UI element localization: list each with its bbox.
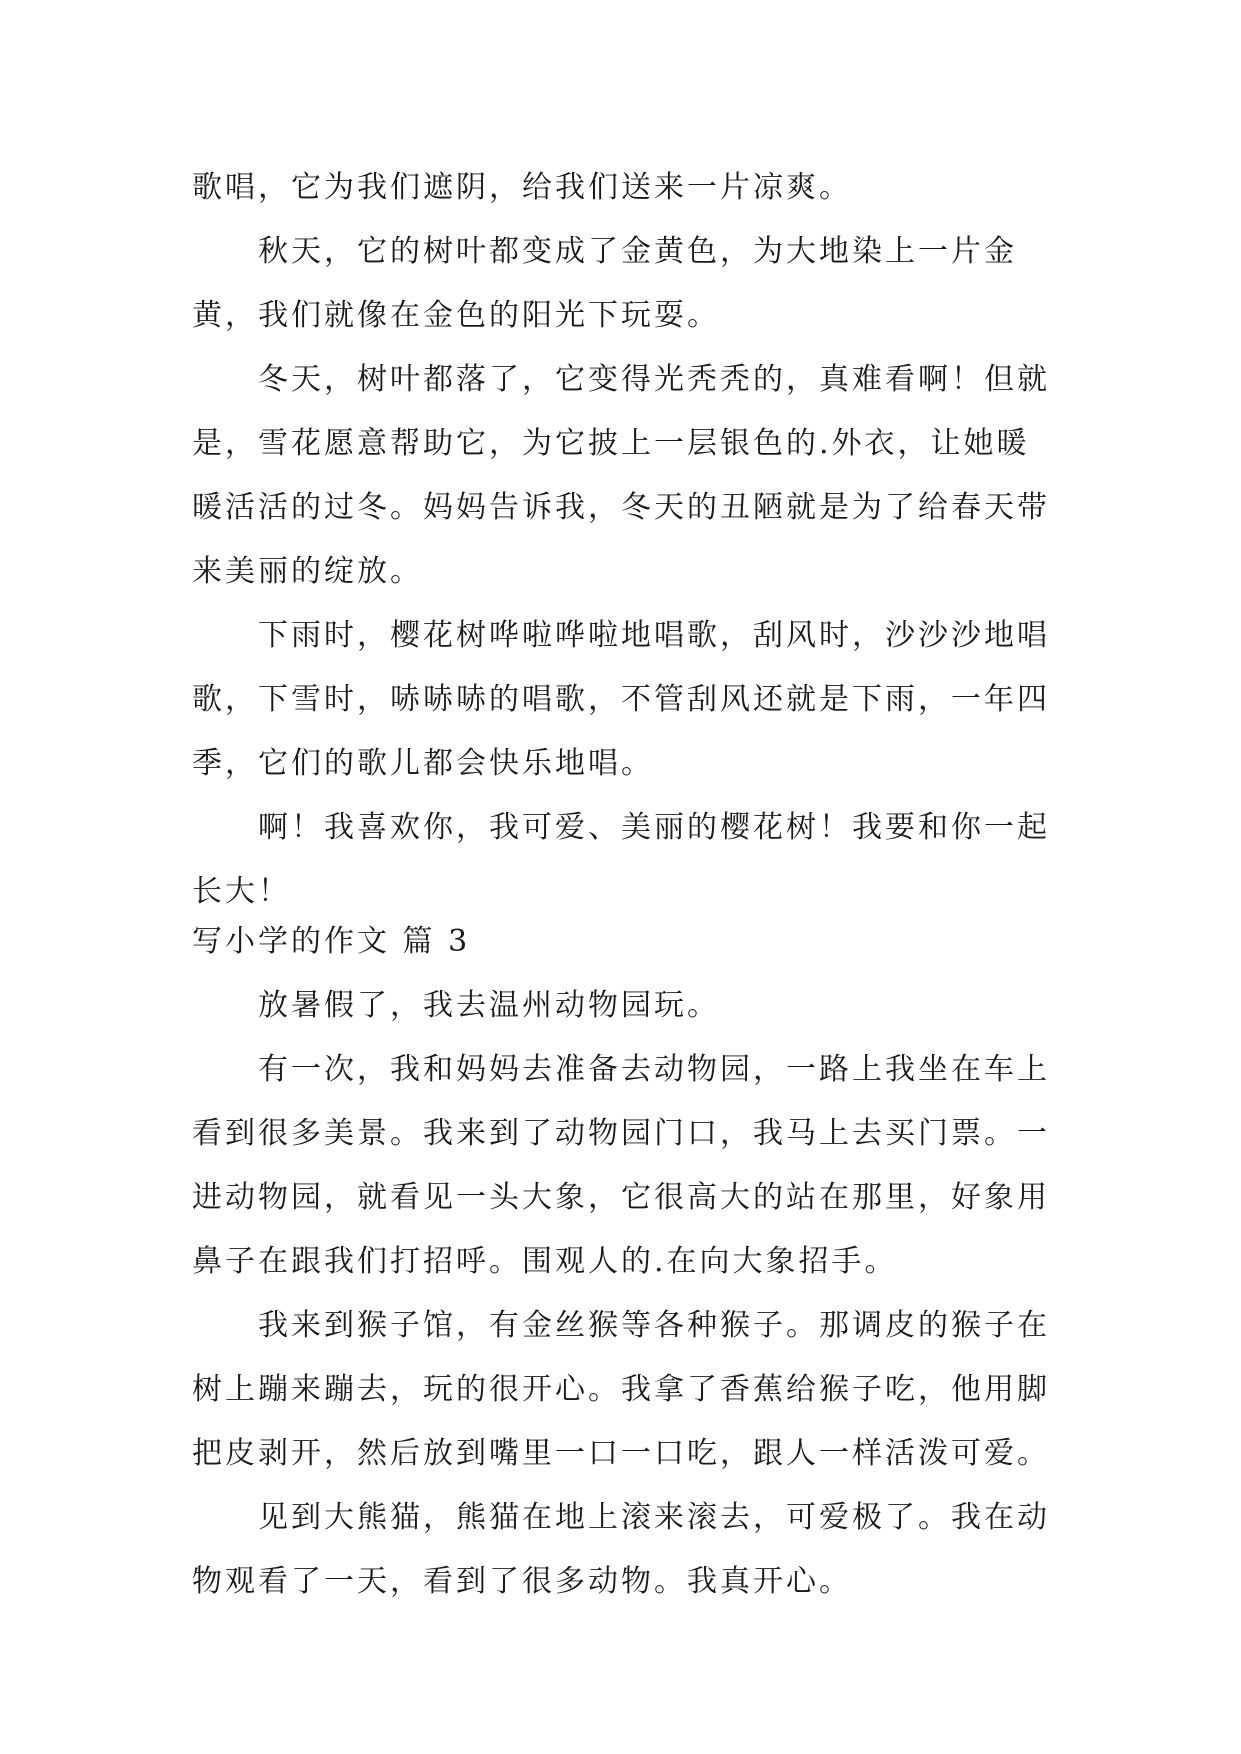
- paragraph: 秋天，它的树叶都变成了金黄色，为大地染上一片金黄，我们就像在金色的阳光下玩耍。: [192, 234, 1017, 333]
- paragraph: 啊！我喜欢你，我可爱、美丽的樱花树！我要和你一起长大！: [192, 810, 1050, 909]
- essay-section-3: [192, 910, 1052, 1614]
- paragraph: 冬天，树叶都落了，它变得光秃秃的，真难看啊！但就是，雪花愿意帮助它，为它披上一层银色的.外衣，让她暖暖活活的过冬。妈妈告诉我，冬天的丑陋就是为了给春天带来美丽的绽放。: [192, 362, 1050, 589]
- paragraph: 放暑假了，我去温州动物园玩。: [258, 988, 720, 1023]
- paragraph: 下雨时，樱花树哗啦哗啦地唱歌，刮风时，沙沙沙地唱歌，下雪时，哧哧哧的唱歌，不管刮风还就是下雨，一年四季，它们的歌儿都会快乐地唱。: [192, 618, 1050, 781]
- paragraph: 歌唱，它为我们遮阴，给我们送来一片凉爽。: [192, 170, 852, 205]
- section-title: 写小学的作文 篇 3: [192, 924, 471, 959]
- previous-essay-continuation: [192, 156, 1052, 924]
- paragraph: 有一次，我和妈妈去准备去动物园，一路上我坐在车上看到很多美景。我来到了动物园门口，我马上去买门票。一进动物园，就看见一头大象，它很高大的站在那里，好象用鼻子在跟我们打招呼。围观人的.在向大象招手。: [192, 1052, 1050, 1279]
- paragraph: 见到大熊猫，熊猫在地上滚来滚去，可爱极了。我在动物观看了一天，看到了很多动物。我真开心。: [192, 1500, 1050, 1599]
- paragraph: 我来到猴子馆，有金丝猴等各种猴子。那调皮的猴子在树上蹦来蹦去，玩的很开心。我拿了香蕉给猴子吃，他用脚把皮剥开，然后放到嘴里一口一口吃，跟人一样活泼可爱。: [192, 1308, 1050, 1471]
